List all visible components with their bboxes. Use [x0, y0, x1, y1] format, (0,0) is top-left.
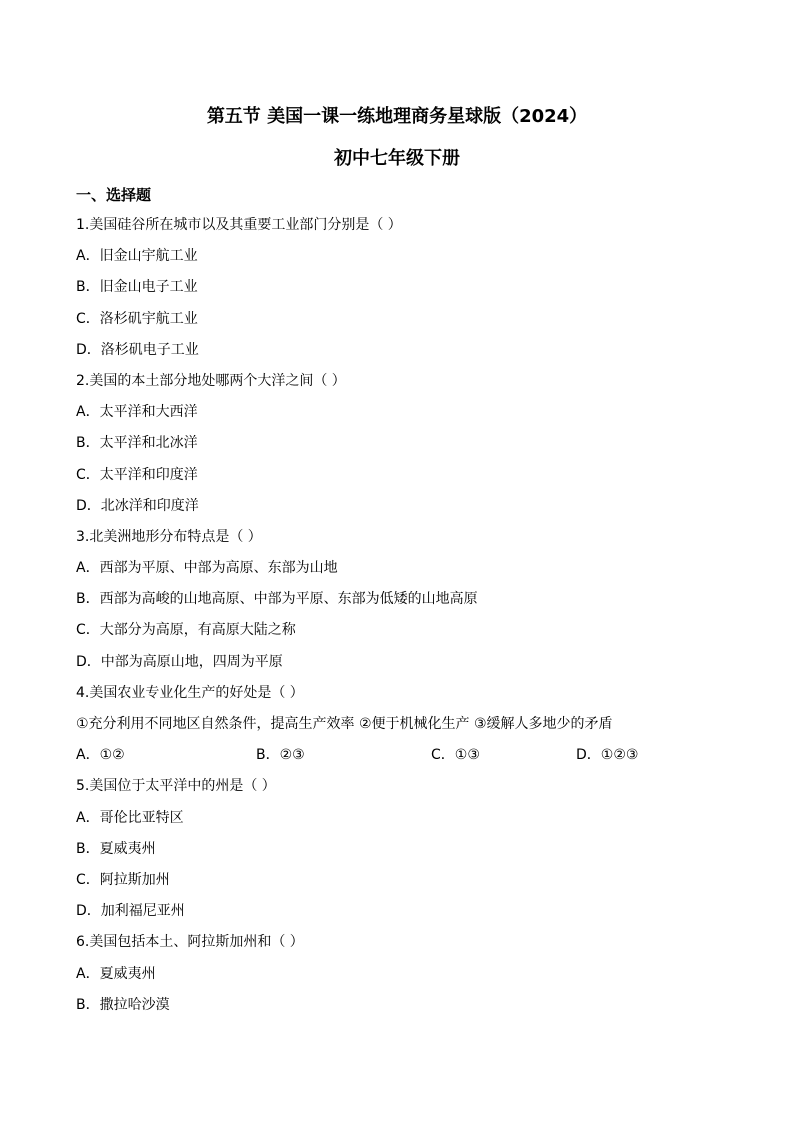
question-5-option-a: A．哥伦比亚特区 [76, 809, 184, 826]
question-4-options [76, 743, 736, 774]
question-4-option-b: B．②③ [256, 747, 305, 764]
question-2-option-a: A．太平洋和大西洋 [76, 404, 198, 421]
document-title: 第五节 美国一课一练地理商务星球版（2024） [206, 106, 588, 127]
question-2-option-b: B．太平洋和北冰洋 [76, 435, 198, 452]
question-1-option-c: C．洛杉矶宇航工业 [76, 310, 198, 327]
question-5-option-b: B．夏威夷州 [76, 840, 156, 857]
question-3-option-a: A．西部为平原、中部为高原、东部为山地 [76, 560, 338, 577]
document-subtitle: 初中七年级下册 [334, 148, 460, 169]
question-4-stem: 4.美国农业专业化生产的好处是（ ） [76, 684, 304, 701]
question-3-stem: 3.北美洲地形分布特点是（ ） [76, 528, 262, 545]
question-4-option-c: C．①③ [431, 747, 480, 764]
question-4-option-d: D．①②③ [576, 747, 639, 764]
question-list [76, 213, 736, 1024]
question-1-option-a: A．旧金山宇航工业 [76, 248, 198, 265]
question-2-option-c: C．太平洋和印度洋 [76, 466, 198, 483]
question-3-option-d: D．中部为高原山地，四周为平原 [76, 653, 283, 670]
question-2-option-d: D．北冰洋和印度洋 [76, 497, 199, 514]
question-6-stem: 6.美国包括本土、阿拉斯加州和（ ） [76, 934, 304, 951]
question-6-option-a: A．夏威夷州 [76, 965, 156, 982]
question-5-option-d: D．加利福尼亚州 [76, 903, 185, 920]
question-2-stem: 2.美国的本土部分地处哪两个大洋之间（ ） [76, 372, 346, 389]
question-4-option-a: A．①② [76, 747, 125, 764]
question-3-option-c: C．大部分为高原，有高原大陆之称 [76, 622, 296, 639]
question-1-stem: 1.美国硅谷所在城市以及其重要工业部门分别是（ ） [76, 217, 402, 233]
section-heading: 一、选择题 [76, 186, 152, 204]
question-3-option-b: B．西部为高峻的山地高原、中部为平原、东部为低矮的山地高原 [76, 591, 478, 608]
question-5-option-c: C．阿拉斯加州 [76, 871, 170, 888]
question-6-option-b: B．撒拉哈沙漠 [76, 996, 170, 1013]
question-1-option-b: B．旧金山电子工业 [76, 279, 198, 296]
question-1-option-d: D．洛杉矶电子工业 [76, 341, 199, 358]
question-5-stem: 5.美国位于太平洋中的州是（ ） [76, 778, 276, 795]
question-4-statement: ①充分利用不同地区自然条件，提高生产效率 ②便于机械化生产 ③缓解人多地少的矛盾 [76, 716, 613, 732]
